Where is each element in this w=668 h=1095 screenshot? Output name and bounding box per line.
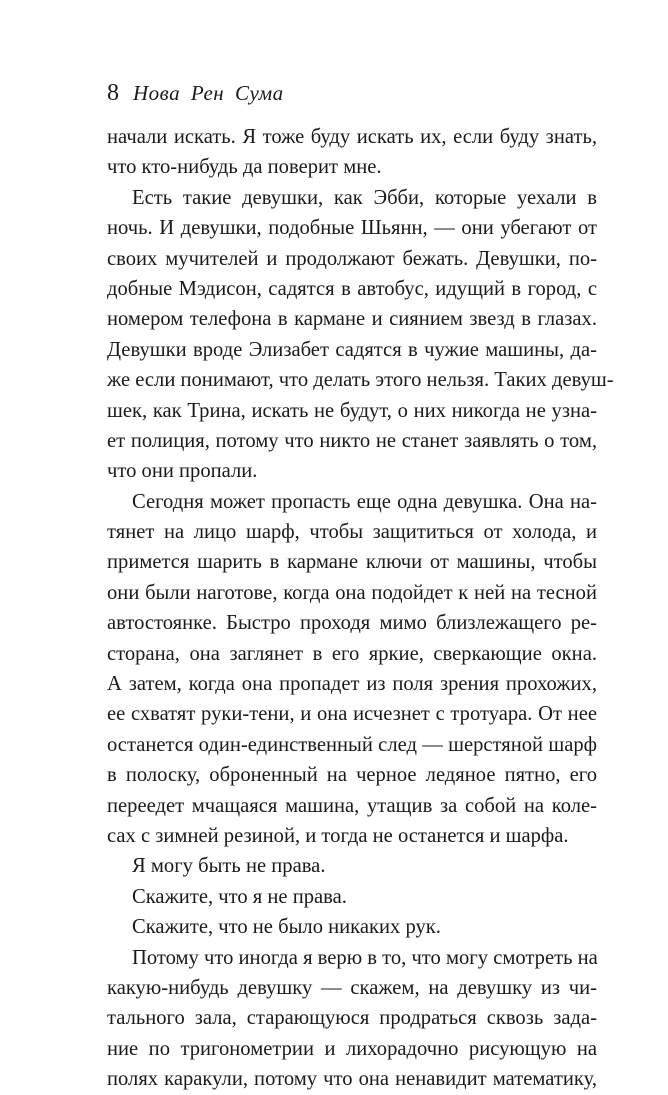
running-head [107,78,284,108]
text-line: ет полиция, потому что никто не станет заявлять о том, [107,429,597,452]
text-line: переедет мчащаяся машина, утащив за собой на коле- [107,794,597,817]
text-line: номером телефона в кармане и сиянием звезд в глазах. [107,308,597,331]
text-line: сторана, она заглянет в его яркие, сверкающие окна. [107,642,597,665]
text-line: А затем, когда она пропадет из поля зрения прохожих, [107,673,597,696]
text-line: Девушки вроде Элизабет садятся в чужие машины, да- [107,338,597,361]
text-line: Есть такие девушки, как Эбби, которые уехали в [132,186,597,209]
text-line: начали искать. Я тоже буду искать их, если буду знать, [107,126,597,148]
text-line: добные Мэдисон, садятся в автобус, идущий в город, с [107,277,597,300]
text-line: тянет на лицо шарф, чтобы защититься от холода, и [107,521,597,544]
text-line: останется один-единственный след — шерстяной шарф [107,733,597,756]
text-line: в полоску, оброненный на черное ледяное пятно, его [107,764,597,787]
text-line: автостоянке. Быстро проходя мимо близлежащего ре- [107,612,597,635]
text-line: Скажите, что я не права. [132,885,347,908]
text-line: тального зала, старающуюся продраться сквозь зада- [107,1007,597,1030]
text-line: ние по тригонометрии и лихорадочно рисующую на [107,1037,597,1060]
text-line: ночь. И девушки, подобные Шьянн, — они убегают от [107,217,597,240]
text-line: сах с зимней резиной, и тогда не останется и шарфа. [107,824,569,847]
text-line: примется шарить в кармане ключи от машины, чтобы [107,551,597,574]
body-text [107,122,614,1095]
text-line: ее схватят руки-тени, и она исчезнет с тротуара. От нее [107,703,597,726]
page-number: 8 [107,80,119,106]
text-line: Сегодня может пропасть еще одна девушка. Она на- [132,490,597,513]
text-line: что они пропали. [107,460,258,483]
text-line: шек, как Трина, искать не будут, о них никогда не узна- [107,399,597,422]
text-line: они были наготове, когда она подойдет к ней на тесной [107,581,597,604]
text-line: же если понимают, что делать этого нельзя. Таких девуш- [107,369,614,392]
text-line: своих мучителей и продолжают бежать. Девушки, по- [107,247,597,270]
text-line: какую-нибудь девушку — скажем, на девушку из чи- [107,976,597,999]
running-head-author: Нова Рен Сума [133,81,284,105]
text-line: Я могу быть не права. [132,855,326,878]
text-line: Скажите, что не было никаких рук. [132,916,441,939]
text-line: полях каракули, потому что она ненавидит математику, [107,1068,597,1091]
text-line: Потому что иногда я верю в то, что могу смотреть на [132,946,598,969]
text-line: что кто-нибудь да поверит мне. [107,156,382,179]
